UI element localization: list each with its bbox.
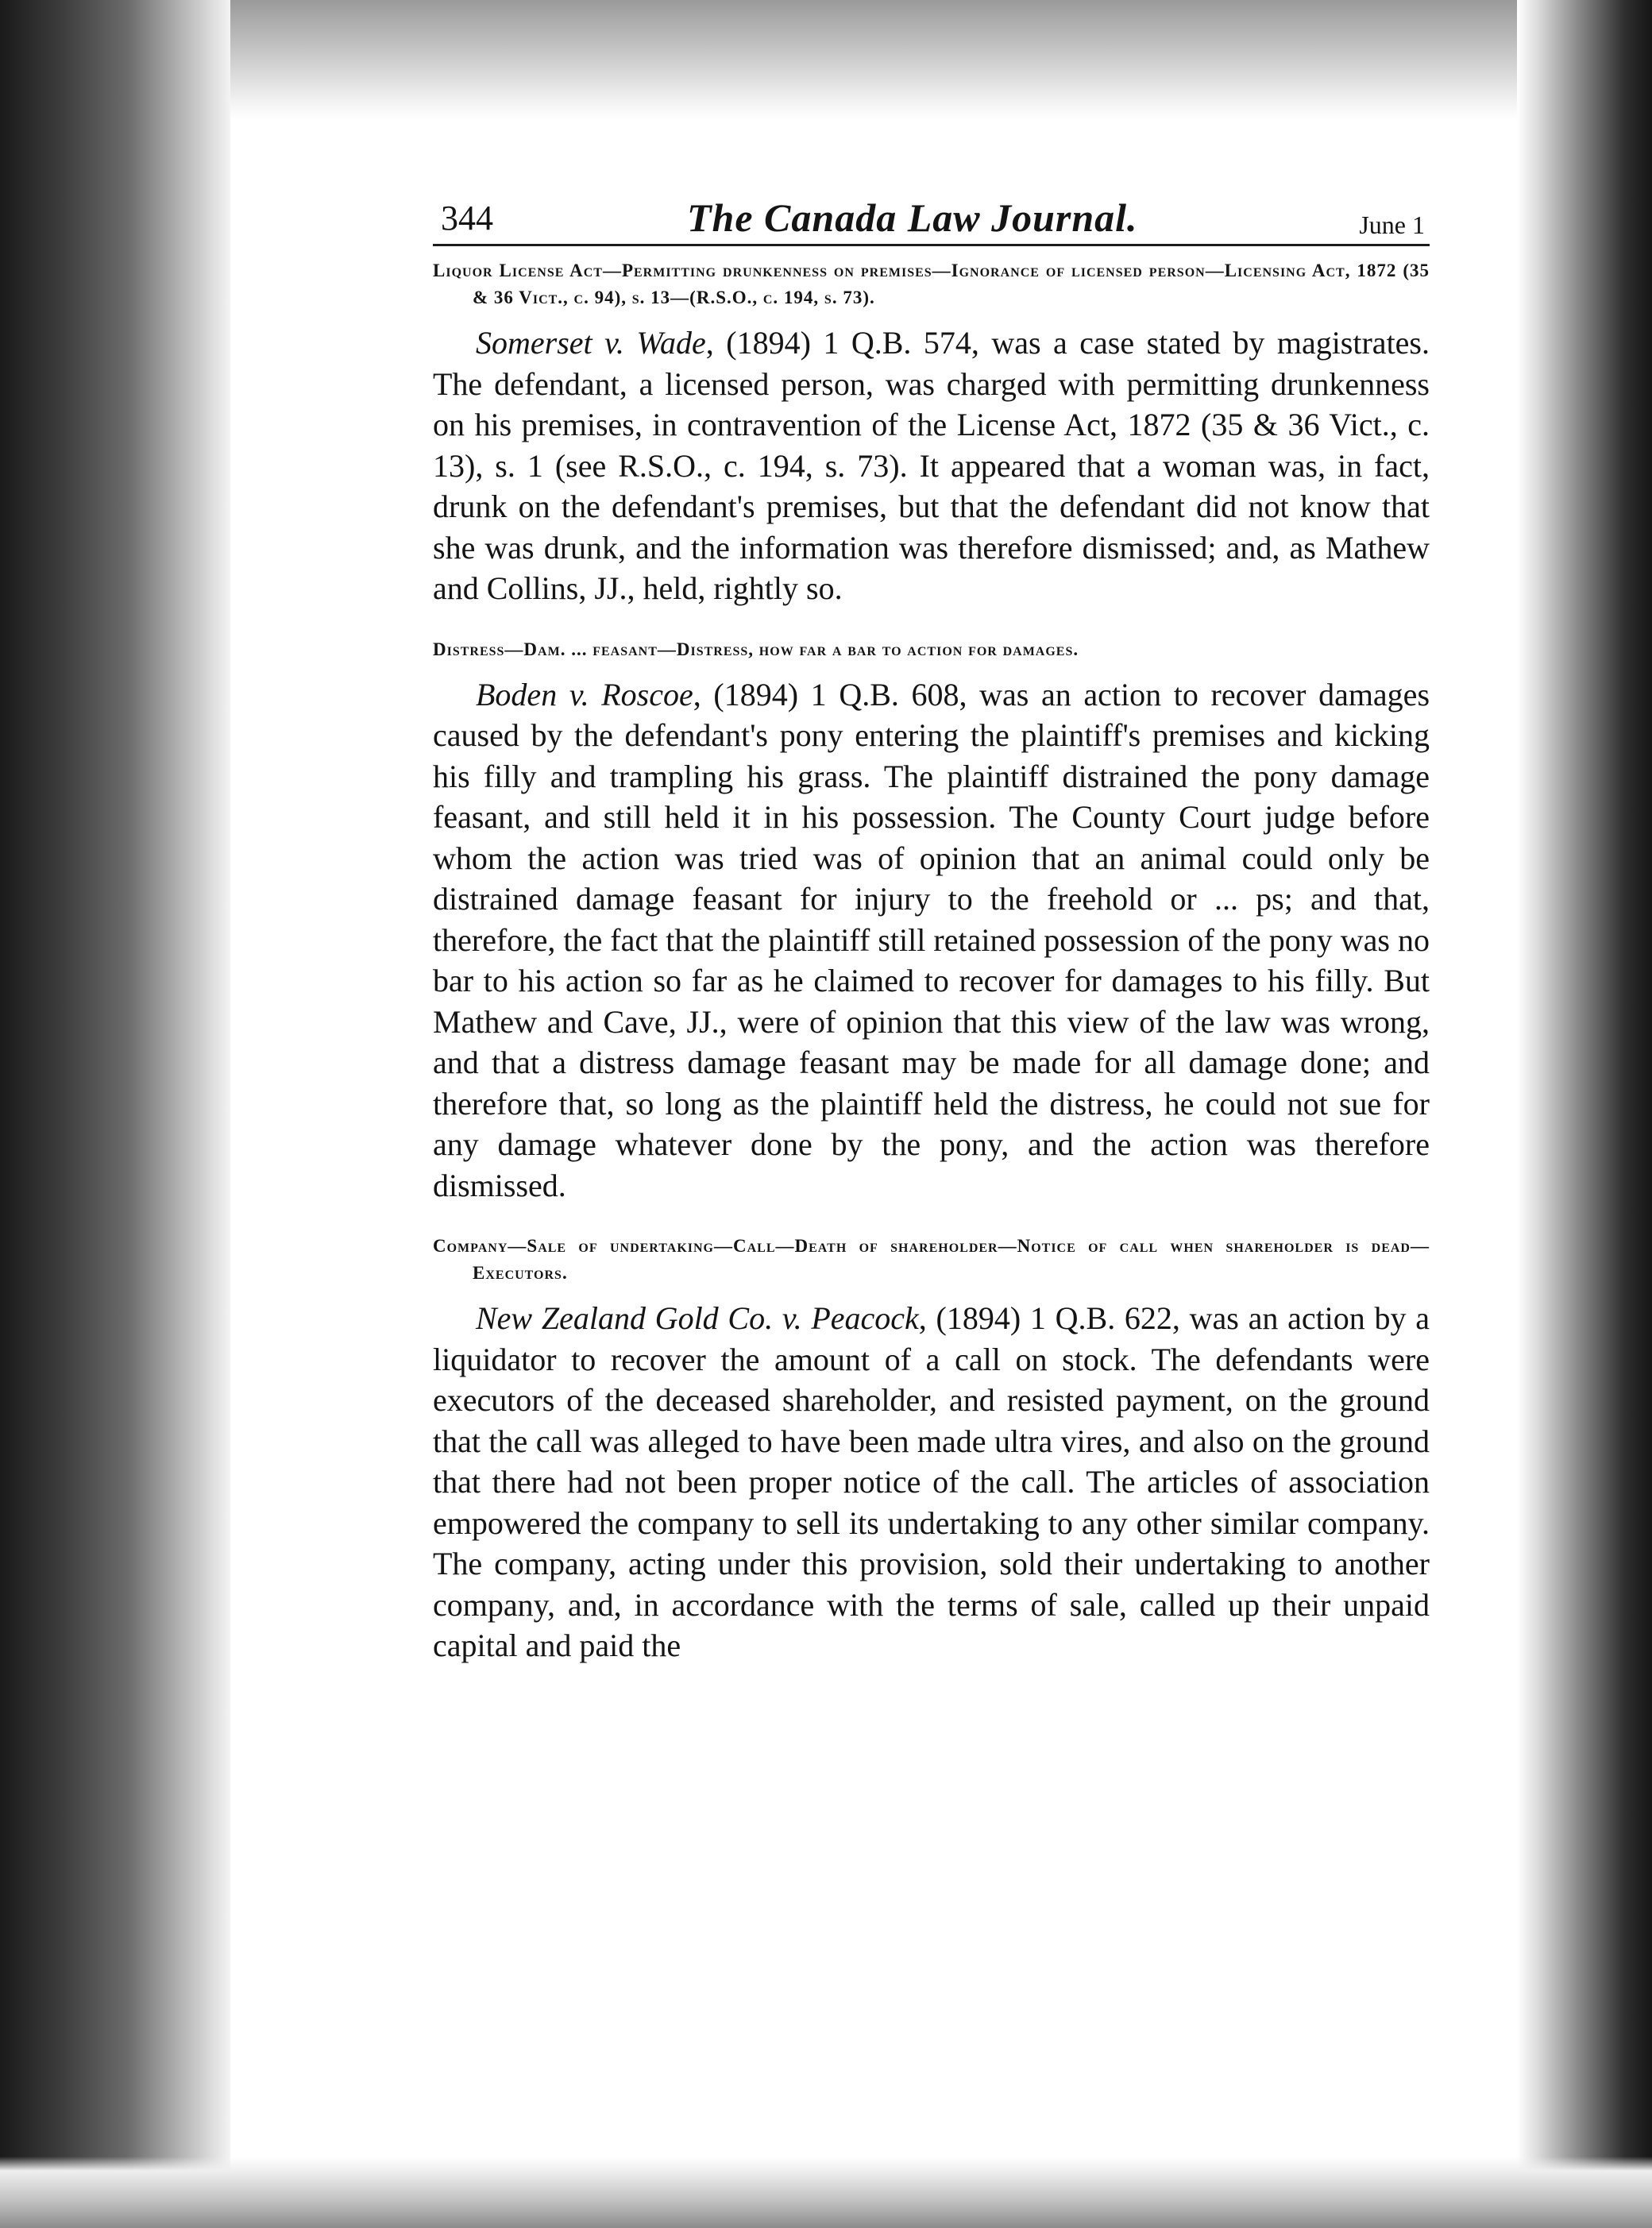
case-text: , (1894) 1 Q.B. 608, was an action to recover damages caused by the defendant's pony entering the plaintiff's premises and kicking his filly and trampling his grass. The plaintiff distrained the pony damage feasant, and still held it in his possession. The County Court judge before whom the action was tried was of opinion that an animal could only be distrained damage feasant for injury to the freehold or ... ps; and that, therefore, the fact that the plaintiff still retained possession of the pony was no bar to his action so far as he claimed to recover for damages to his filly. But Mathew and Cave, JJ., were of opinion that this view of the law was wrong, and that a distress damage feasant may be made for all damage done; and therefore that, so long as the plaintiff held the distress, he could not sue for any damage whatever done by the pony, and the action was therefore dismissed. — [433, 676, 1430, 1203]
section-heading: Distress—Dam. ... feasant—Distress, how far a bar to action for damages. — [433, 639, 1079, 659]
section-distress — [433, 636, 1430, 1207]
page-number: 344 — [441, 199, 493, 237]
case-text: , (1894) 1 Q.B. 574, was a case stated by magistrates. The defendant, a licensed person, was charged with permitting drunkenness on his premises, in contravention of the License Act, 1872 (35 & 36 Vict., c. 13), s. 1 (see R.S.O., c. 194, s. 73). It appeared that a woman was, in fact, drunk on the defendant's premises, but that the defendant did not know that she was drunk, and the information was therefore dismissed; and, as Mathew and Collins, JJ., held, rightly so. — [433, 325, 1430, 606]
section-company — [433, 1233, 1430, 1666]
case-name: Boden v. Roscoe — [476, 676, 693, 712]
section-heading: Company—Sale of undertaking—Call—Death of shareholder—Notice of call when shareholder is dead—Executors. — [433, 1236, 1430, 1283]
section-body — [433, 1298, 1430, 1666]
issue-date: June 1 — [1359, 210, 1425, 239]
scan-left-edge — [0, 0, 230, 2228]
case-text: , (1894) 1 Q.B. 622, was an action by a liquidator to recover the amount of a call on stock. The defendants were executors of the deceased shareholder, and resisted payment, on the ground that the call was alleged to have been made ultra vires, and also on the ground that there had not been proper notice of the call. The articles of association empowered the company to sell its undertaking to any other similar company. The company, acting under this provision, sold their undertaking to another company, and, in accordance with the terms of sale, called up their unpaid capital and paid the — [433, 1300, 1430, 1663]
scan-bottom-shadow — [0, 2157, 1652, 2228]
journal-page — [433, 195, 1430, 1666]
section-heading: Liquor License Act—Permitting drunkenness on premises—Ignorance of licensed person—Licensing Act, 1872 (35 & 36 Vict., c. 94), s. 13—(R.S.O., c. 194, s. 73). — [433, 261, 1430, 307]
section-body — [433, 674, 1430, 1207]
section-liquor-license — [433, 257, 1430, 609]
journal-title: The Canada Law Journal. — [687, 195, 1138, 240]
case-name: New Zealand Gold Co. v. Peacock — [476, 1300, 919, 1336]
scan-top-shadow — [0, 0, 1652, 119]
running-header — [433, 195, 1430, 246]
scan-right-edge — [1517, 0, 1652, 2228]
section-body — [433, 322, 1430, 609]
case-name: Somerset v. Wade — [476, 325, 706, 361]
